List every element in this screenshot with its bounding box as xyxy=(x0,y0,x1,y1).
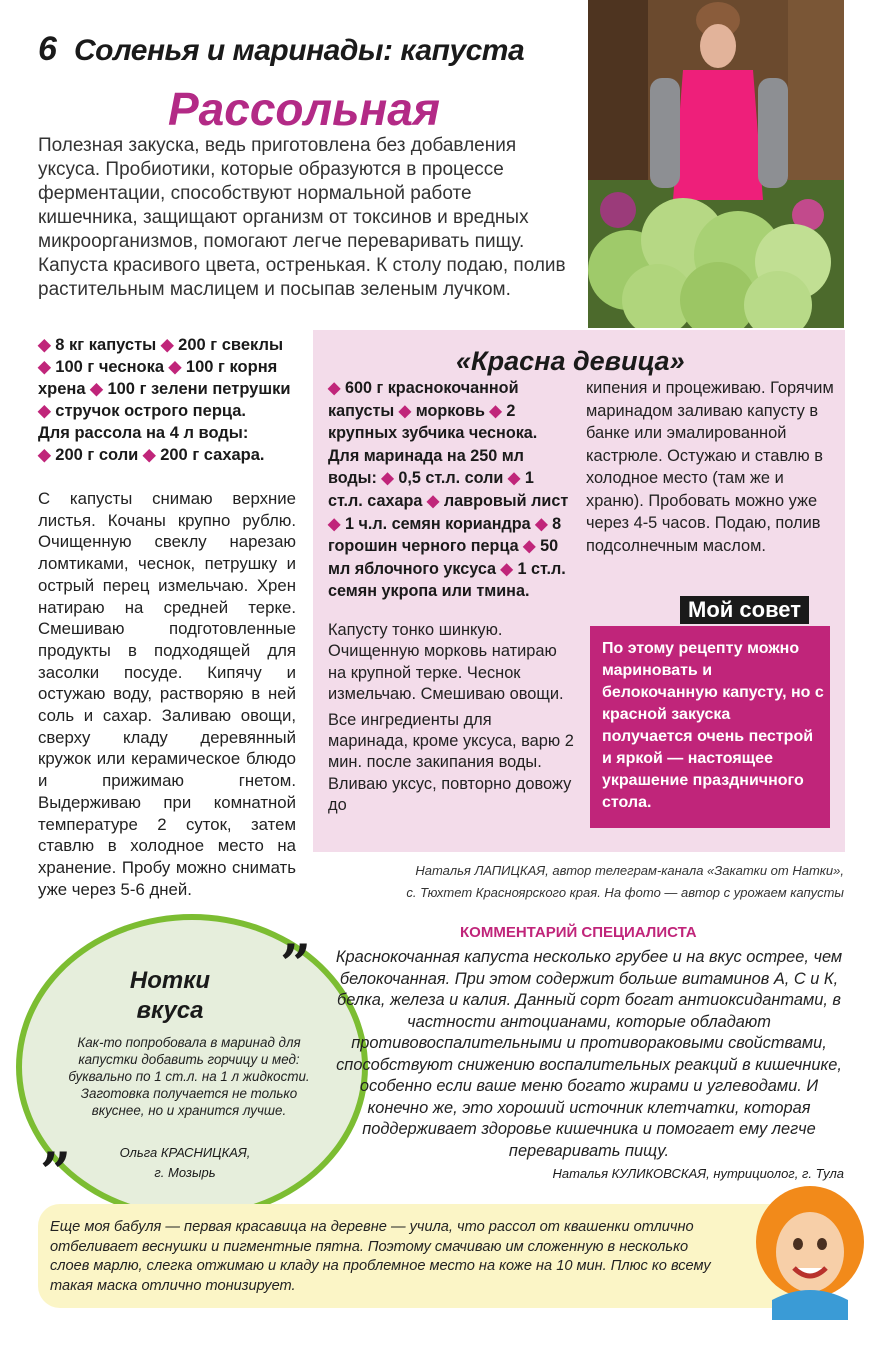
bullet-icon: ◆ xyxy=(523,537,541,556)
recipe-title-rassolnaya: Рассольная xyxy=(168,83,440,135)
marinade-title: Для маринада на 250 мл воды: xyxy=(328,446,524,488)
author-name: Ольга КРАСНИЦКАЯ, xyxy=(119,1145,251,1160)
ingredient: морковь xyxy=(415,401,485,420)
bullet-icon: ◆ xyxy=(38,336,56,354)
recipe2-ingredients xyxy=(328,377,572,603)
title-line: Нотки xyxy=(129,967,211,994)
ingredient: 200 г сахара. xyxy=(160,446,265,464)
quote-mark-icon: ” xyxy=(280,932,312,996)
bullet-icon: ◆ xyxy=(535,514,553,533)
photo-caption xyxy=(330,860,844,904)
bottom-note-text: Еще моя бабуля — первая красавица на деревне — учила, что рассол от квашенки отлично отбеливает веснушки и пигментные пятна. Поэтому смачиваю им сложенную в несколько слоев марлю, слегка отжимаю и кладу на проблемное место на коже на 10 мин. Плюс ко всему такая маска отлично тонизирует. xyxy=(50,1219,711,1294)
taste-notes-author xyxy=(100,1143,270,1183)
title-line: вкуса xyxy=(136,997,204,1024)
bullet-icon: ◆ xyxy=(328,514,345,533)
ingredient: 8 кг капусты xyxy=(55,336,157,354)
bullet-icon: ◆ xyxy=(38,402,56,420)
recipe2-step-paragraph: Капусту тонко шинкую. Очищенную морковь натираю на крупной терке. Чеснок измельчаю. Смешиваю овощи. xyxy=(328,621,564,704)
bullet-icon: ◆ xyxy=(398,401,416,420)
bullet-icon: ◆ xyxy=(38,358,56,376)
bullet-icon: ◆ xyxy=(160,336,179,354)
tip-text: По этому рецепту можно мариновать и белокочанную капусту, но с красной закуска получается очень пестрой и яркой — настоящее украшение праздничного стола. xyxy=(602,640,824,811)
bullet-icon: ◆ xyxy=(168,358,186,376)
recipe2-steps-continued: кипения и процеживаю. Горячим маринадом заливаю капусту в банке или эмалированной кастрюле. Остужаю и ставлю в холодное место (там же и храню). Пробовать можно уже через 4-5 часов. Подаю, полив подсолнечным маслом. xyxy=(586,379,834,555)
bullet-icon: ◆ xyxy=(328,379,345,397)
section-title: Соленья и маринады: капуста xyxy=(74,34,525,67)
specialist-author: Наталья КУЛИКОВСКАЯ, нутрициолог, г. Тула xyxy=(552,1166,844,1181)
bullet-icon: ◆ xyxy=(38,446,56,464)
bullet-icon: ◆ xyxy=(507,469,525,488)
ingredient: 1 ст.л. сахара xyxy=(328,469,534,510)
taste-notes-title xyxy=(100,966,240,1026)
bullet-icon: ◆ xyxy=(426,491,444,510)
bullet-icon: ◆ xyxy=(489,401,507,420)
taste-notes-text: Как-то попробовала в маринад для капустки добавить горчицу и мед: буквально по 1 ст.л. на 1 л жидкости. Заготовка получается не только вкуснее, но и хранится лучше. xyxy=(68,1035,310,1118)
photo-illustration xyxy=(588,0,844,328)
recipe1-steps: С капусты снимаю верхние листья. Кочаны крупно рублю. Очищенную свеклу нарезаю ломтиками, чеснок, петрушку и острый перец измельчаю. Хрен натираю на средней терке. Смешиваю подготовленные продукты в подходящей для засолки посуде. Кипячу и остужаю воду, растворяю в ней соль и сахар. Заливаю овощи, сверху кладу деревянный кружок или керамическое блюдо и прижимаю гнетом. Выдерживаю при комнатной температуре 2 суток, затем ставлю в холодное место на хранение. Пробу можно снимать уже через 5-6 дней. xyxy=(38,489,296,899)
ingredient: 200 г свеклы xyxy=(178,336,284,354)
recipe2-steps xyxy=(328,620,574,821)
ingredient: 100 г корня хрена xyxy=(38,358,278,398)
bullet-icon: ◆ xyxy=(381,469,399,488)
ingredient: 2 крупных зубчика чеснока. xyxy=(328,401,538,443)
tip-label: Мой совет xyxy=(680,596,809,624)
ingredient: 100 г чеснока xyxy=(55,358,165,376)
cartoon-portrait-icon xyxy=(752,1180,868,1320)
ingredient: 200 г соли xyxy=(55,446,139,464)
portrait-drawing xyxy=(752,1180,868,1320)
ingredient: лавровый лист xyxy=(443,491,569,510)
ingredient: 100 г зелени петрушки xyxy=(107,380,291,398)
photo-author-with-cabbage xyxy=(588,0,844,328)
ingredient: 8 горошин черного перца xyxy=(328,514,562,556)
ingredient: 0,5 ст.л. соли xyxy=(398,469,504,488)
ingredient: 1 ч.л. семян кориандра xyxy=(344,514,531,533)
recipe2-step-paragraph: Все ингредиенты для маринада, кроме уксуса, варю 2 мин. после закипания воды. Вливаю уксус, повторно довожу до xyxy=(328,710,574,815)
page-number: 6 xyxy=(38,30,57,68)
ingredient: стручок острого перца. xyxy=(55,402,246,420)
ingredient: 1 ст.л. семян укропа или тмина. xyxy=(328,559,566,601)
ingredient: 600 г краснокочанной капусты xyxy=(328,379,519,420)
specialist-heading: КОММЕНТАРИЙ СПЕЦИАЛИСТА xyxy=(460,924,697,941)
quote-mark-icon: ” xyxy=(40,1140,72,1204)
recipe1-ingredients xyxy=(38,334,300,466)
brine-title: Для рассола на 4 л воды: xyxy=(38,424,249,442)
author-city: г. Мозырь xyxy=(154,1165,216,1180)
bullet-icon: ◆ xyxy=(90,380,108,398)
caption-line: Наталья ЛАПИЦКАЯ, автор телеграм-канала «Закатки от Натки», xyxy=(415,863,844,878)
caption-line: с. Тюхтет Красноярского края. На фото — автор с урожаем капусты xyxy=(406,885,844,900)
ingredient: 50 мл яблочного уксуса xyxy=(328,537,559,578)
recipe-title-krasna-devitsa: «Красна девица» xyxy=(456,346,685,376)
bullet-icon: ◆ xyxy=(142,446,161,464)
specialist-comment: Краснокочанная капуста несколько грубее и на вкус острее, чем белокочанная. При этом содержит больше витаминов А, С и К, белка, железа и калия. Данный сорт богат антиоксидантами, в частности антоцианами, которые обладают противовоспалительными и противораковыми свойствами, способствуют снижению воспалительных реакций в кишечнике, особенно если ваше меню богато жирами и углеводами. И конечно же, это хороший источник клетчатки, которая поддерживает здоровье кишечника и помогает ему легче переваривать пищу. xyxy=(335,948,843,1160)
bullet-icon: ◆ xyxy=(500,559,518,578)
recipe-intro: Полезная закуска, ведь приготовлена без добавления уксуса. Пробиотики, которые образуются в процессе ферментации, способствуют нормальной работе кишечника, защищают организм от токсинов и вредных микроорганизмов, помогают легче переваривать пищу. Капуста красивого цвета, остренькая. К столу подаю, полив растительным маслицем и посыпав зеленым лучком. xyxy=(38,135,566,300)
